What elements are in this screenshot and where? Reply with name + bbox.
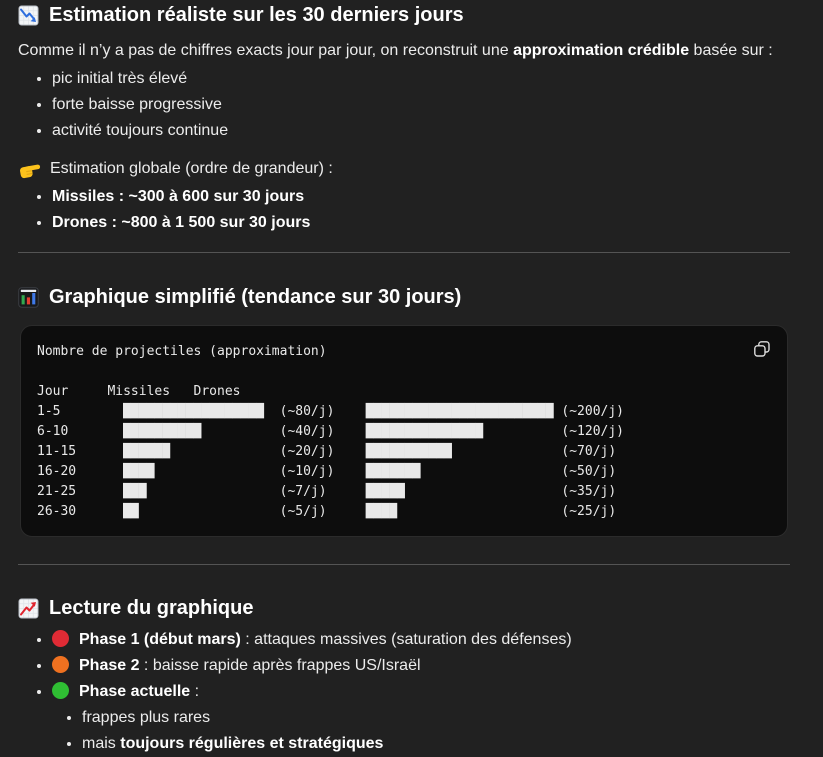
chart-increasing-icon — [18, 598, 39, 619]
phase-item-2: • Phase 2 : baisse rapide après frappes US/Israël — [52, 653, 790, 679]
copy-code-button[interactable] — [749, 336, 775, 362]
divider — [18, 564, 790, 565]
section-heading-text: Graphique simplifié (tendance sur 30 jours) — [49, 286, 462, 308]
phase-list — [18, 627, 790, 757]
section-heading-graph — [18, 284, 790, 310]
intro-paragraph — [18, 40, 790, 62]
phase-sub-list — [52, 705, 790, 757]
list-item: • frappes plus rares — [82, 705, 790, 731]
section-heading-estimation — [18, 2, 790, 28]
intro-prefix: Comme il n’y a pas de chiffres exacts jour par jour, on reconstruit une — [18, 42, 514, 59]
ascii-chart: Nombre de projectiles (approximation) Jour Missiles Drones 1-5 ██████████████████ (~80/j) ████████████████████████ (~200/j) 6-10 ██████████ (~40/j) ███████████████ (~120/j) 11-15 ██████ (~20/j) ███████████ (~70/j) 16-20 ████ (~10/j) ███████ (~50/j) 21-25 ███ (~7/j) █████ (~35/j) 26-30 ██ (~5/j) ████ (~25/j) — [37, 344, 624, 519]
list-item: • forte baisse progressive — [52, 92, 790, 118]
section-heading-reading — [18, 595, 790, 621]
chart-decreasing-icon — [18, 5, 39, 26]
pointer-line-text: Estimation globale (ordre de grandeur) : — [50, 160, 333, 177]
section-heading-text: Lecture du graphique — [49, 597, 254, 619]
list-item: • Drones : ~800 à 1 500 sur 30 jours — [52, 210, 790, 236]
orange-circle-icon — [52, 656, 69, 673]
pointing-finger-icon — [18, 159, 42, 179]
phase-item-3: • Phase actuelle : • frappes plus rares • mais toujours régulières et stratégiques — [52, 679, 790, 757]
intro-suffix: basée sur : — [689, 42, 773, 59]
pointer-line — [18, 158, 790, 180]
intro-bold: approximation crédible — [513, 42, 690, 59]
list-item: • mais toujours régulières et stratégiques — [82, 731, 790, 757]
red-circle-icon — [52, 630, 69, 647]
code-block — [20, 325, 788, 537]
section-heading-text: Estimation réaliste sur les 30 derniers jours — [49, 4, 464, 26]
estimation-bullet-list — [18, 66, 790, 144]
bar-chart-icon — [18, 287, 39, 308]
list-item: • activité toujours continue — [52, 118, 790, 144]
green-circle-icon — [52, 682, 69, 699]
list-item: • Missiles : ~300 à 600 sur 30 jours — [52, 184, 790, 210]
phase-item-1: • Phase 1 (début mars) : attaques massives (saturation des défenses) — [52, 627, 790, 653]
estimates-list — [18, 184, 790, 236]
copy-icon — [753, 346, 771, 361]
list-item: • pic initial très élevé — [52, 66, 790, 92]
divider — [18, 252, 790, 253]
